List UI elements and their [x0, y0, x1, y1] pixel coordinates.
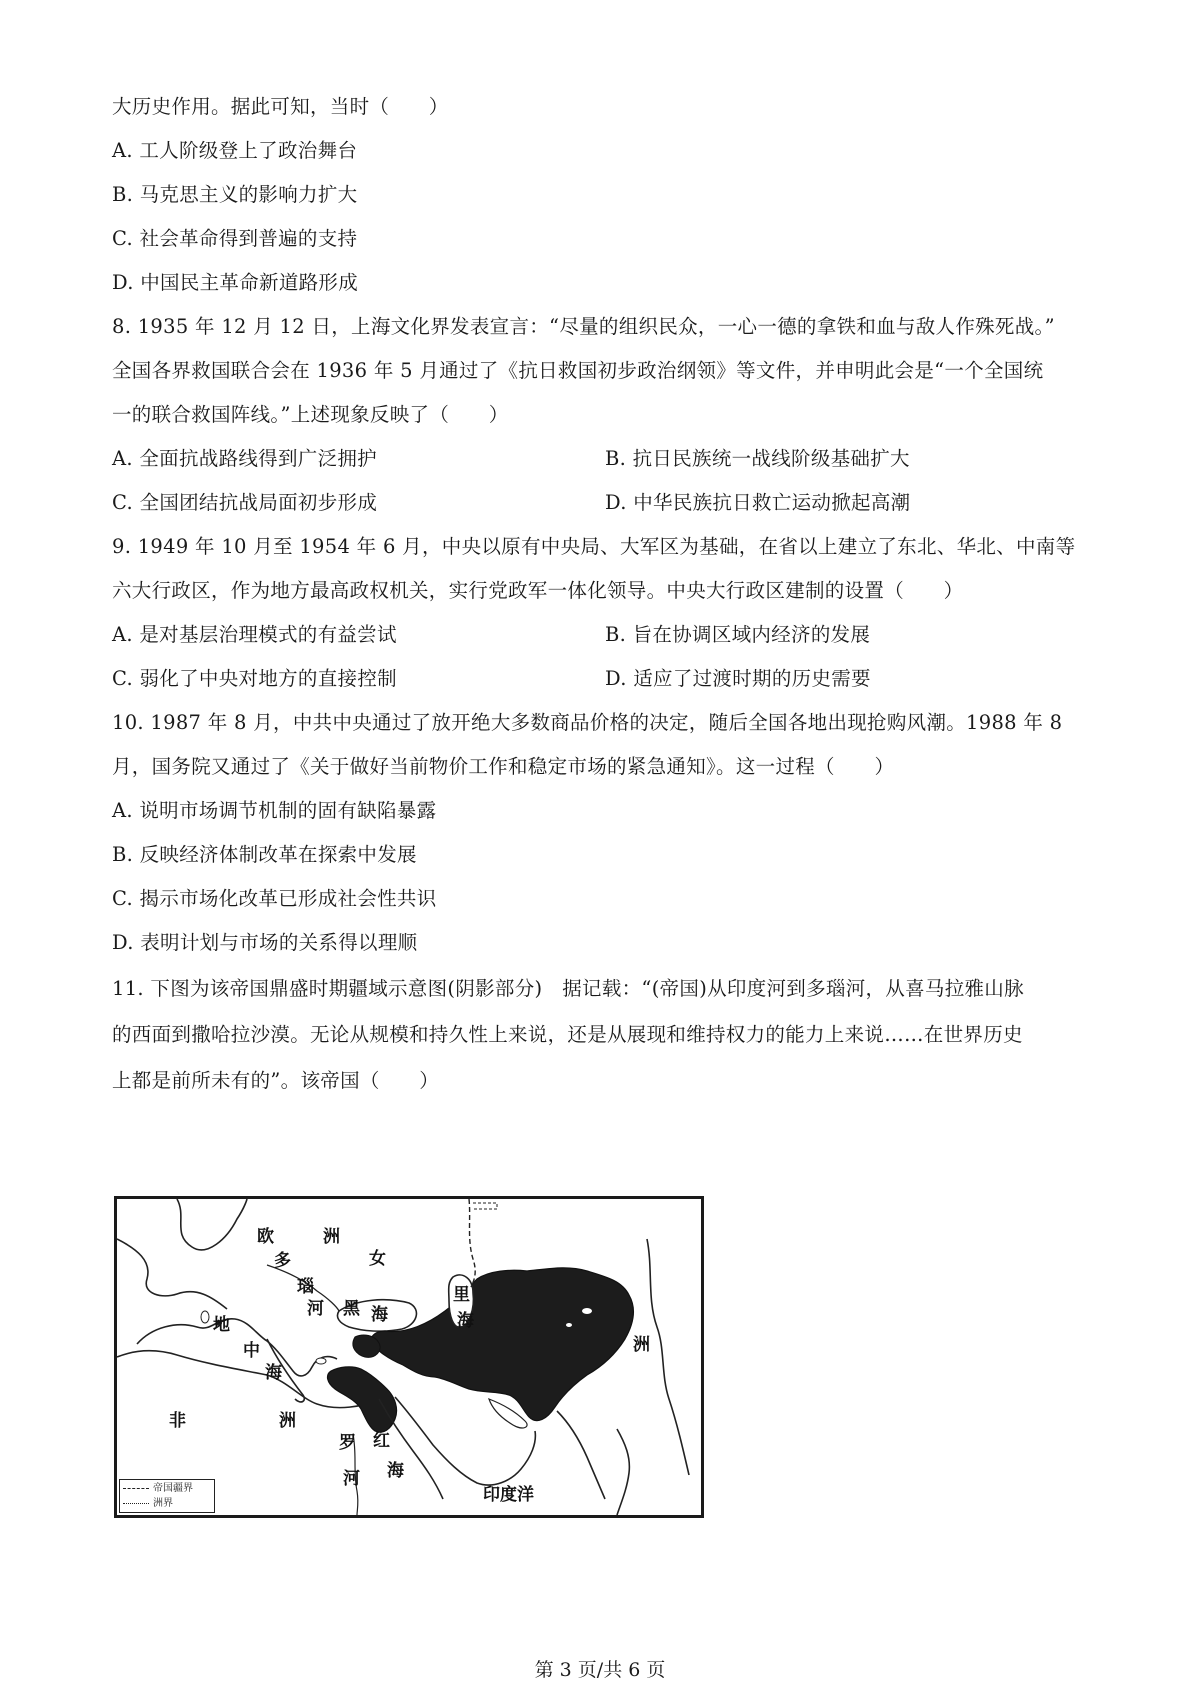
legend-row-continent: [123, 1496, 211, 1511]
q10-stem-line-2: 月，国务院又通过了《关于做好当前物价工作和稳定市场的紧急通知》。这一过程（ ）: [112, 755, 895, 778]
q9-option-c[interactable]: C. 弱化了中央对地方的直接控制: [112, 667, 397, 690]
label-caspian-1: 里: [453, 1285, 470, 1305]
label-medit-3: 海: [265, 1363, 282, 1383]
europe-north-coast: [117, 1239, 227, 1309]
q8-stem-line-3: 一的联合救国阵线。”上述现象反映了（ ）: [112, 403, 509, 426]
label-black-sea-1: 黑: [343, 1299, 360, 1319]
label-europe-1: 欧: [257, 1227, 274, 1247]
continent-boundary-line: [469, 1199, 475, 1287]
label-medit-1: 地: [213, 1315, 230, 1335]
q9-option-b[interactable]: B. 旨在协调区域内经济的发展: [605, 623, 871, 646]
legend-border-label: 帝国疆界: [153, 1483, 193, 1494]
page-footer: 第 3 页/共 6 页: [534, 1659, 666, 1681]
q7-option-a[interactable]: A. 工人阶级登上了政治舞台: [112, 139, 358, 162]
india-east-coast: [617, 1429, 629, 1515]
arabia-coast: [395, 1397, 535, 1485]
q10-option-c[interactable]: C. 揭示市场化改革已形成社会性共识: [112, 887, 437, 910]
q8-option-b[interactable]: B. 抗日民族统一战线阶级基础扩大: [605, 447, 910, 470]
q7-option-d[interactable]: D. 中国民主革命新道路形成: [112, 271, 359, 294]
label-africa-2: 洲: [279, 1411, 296, 1431]
aral-lake: [582, 1308, 592, 1314]
q9-stem-line-1: 9. 1949 年 10 月至 1954 年 6 月，中央以原有中央局、大军区为基础，在省以上建立了东北、华北、中南等: [112, 535, 1076, 558]
map-drawing: [117, 1199, 701, 1515]
q7-stem-tail: 大历史作用。据此可知，当时（ ）: [112, 95, 449, 118]
label-indian-ocean: 印度洋: [483, 1485, 534, 1505]
crete-island: [316, 1358, 326, 1364]
mediterranean-north-coast: [137, 1319, 337, 1376]
q9-option-a[interactable]: A. 是对基层治理模式的有益尝试: [112, 623, 397, 646]
scandinavia-coast: [177, 1199, 247, 1250]
q8-stem-line-2: 全国各界救国联合会在 1936 年 5 月通过了《抗日救国初步政治纲领》等文件，并申明此会是“一个全国统: [112, 359, 1044, 382]
label-danube-3: 河: [307, 1299, 324, 1319]
q8-option-c[interactable]: C. 全国团结抗战局面初步形成: [112, 491, 378, 514]
label-medit-2: 中: [243, 1341, 260, 1361]
empire-territory-egypt: [328, 1367, 397, 1432]
q11-stem-line-1: 11. 下图为该帝国鼎盛时期疆域示意图(阴影部分) 据记载：“(帝国)从印度河到多瑙河，从喜马拉雅山脉: [112, 977, 1024, 1000]
label-danube-2: 瑙: [297, 1277, 314, 1297]
label-africa-1: 非: [169, 1411, 186, 1431]
label-nile-1: 罗: [339, 1433, 356, 1453]
india-west-coast: [557, 1411, 605, 1499]
q10-option-a[interactable]: A. 说明市场调节机制的固有缺陷暴露: [112, 799, 437, 822]
q10-option-b[interactable]: B. 反映经济体制改革在探索中发展: [112, 843, 417, 866]
sardinia-island: [201, 1311, 209, 1323]
map-legend: [119, 1479, 215, 1513]
q11-stem-line-2: 的西面到撒哈拉沙漠。无论从规模和持久性上来说，还是从展现和维持权力的能力上来说……在世界历史: [112, 1023, 1023, 1046]
label-nile-2: 河: [343, 1469, 360, 1489]
empire-territory-asia: [371, 1268, 633, 1421]
q8-option-d[interactable]: D. 中华民族抗日救亡运动掀起高潮: [605, 491, 911, 514]
boundary-tick: [473, 1203, 497, 1209]
q9-stem-line-2: 六大行政区，作为地方最高政权机关，实行党政军一体化领导。中央大行政区建制的设置（ ）: [112, 579, 964, 602]
q7-option-c[interactable]: C. 社会革命得到普遍的支持: [112, 227, 358, 250]
legend-continent-label: 洲界: [153, 1498, 173, 1509]
q7-option-b[interactable]: B. 马克思主义的影响力扩大: [112, 183, 358, 206]
label-red-sea-2: 海: [387, 1461, 404, 1481]
label-black-sea-2: 海: [371, 1305, 388, 1325]
label-caspian-2: 海: [457, 1311, 474, 1331]
q10-option-d[interactable]: D. 表明计划与市场的关系得以理顺: [112, 931, 418, 954]
label-danube-1: 多: [274, 1251, 291, 1271]
label-nv: 女: [369, 1249, 386, 1269]
legend-dash-icon: [123, 1488, 149, 1489]
q10-stem-line-1: 10. 1987 年 8 月，中共中央通过了放开绝大多数商品价格的决定，随后全国各地出现抢购风潮。1988 年 8: [112, 711, 1063, 734]
empire-territory-map: [114, 1196, 704, 1518]
legend-dotline-icon: [123, 1503, 149, 1504]
label-asia: 洲: [633, 1335, 650, 1355]
q8-stem-line-1: 8. 1935 年 12 月 12 日，上海文化界发表宣言：“尽量的组织民众，一心一德的拿铁和血与敌人作殊死战。”: [112, 315, 1055, 338]
label-europe-2: 洲: [323, 1227, 340, 1247]
label-red-sea-1: 红: [373, 1431, 390, 1451]
q8-option-a[interactable]: A. 全面抗战路线得到广泛拥护: [112, 447, 377, 470]
legend-row-border: [123, 1481, 211, 1496]
q9-option-d[interactable]: D. 适应了过渡时期的历史需要: [605, 667, 871, 690]
q11-stem-line-3: 上都是前所未有的”。该帝国（ ）: [112, 1069, 440, 1092]
small-lake: [566, 1323, 572, 1327]
east-asia-coast: [647, 1239, 689, 1475]
